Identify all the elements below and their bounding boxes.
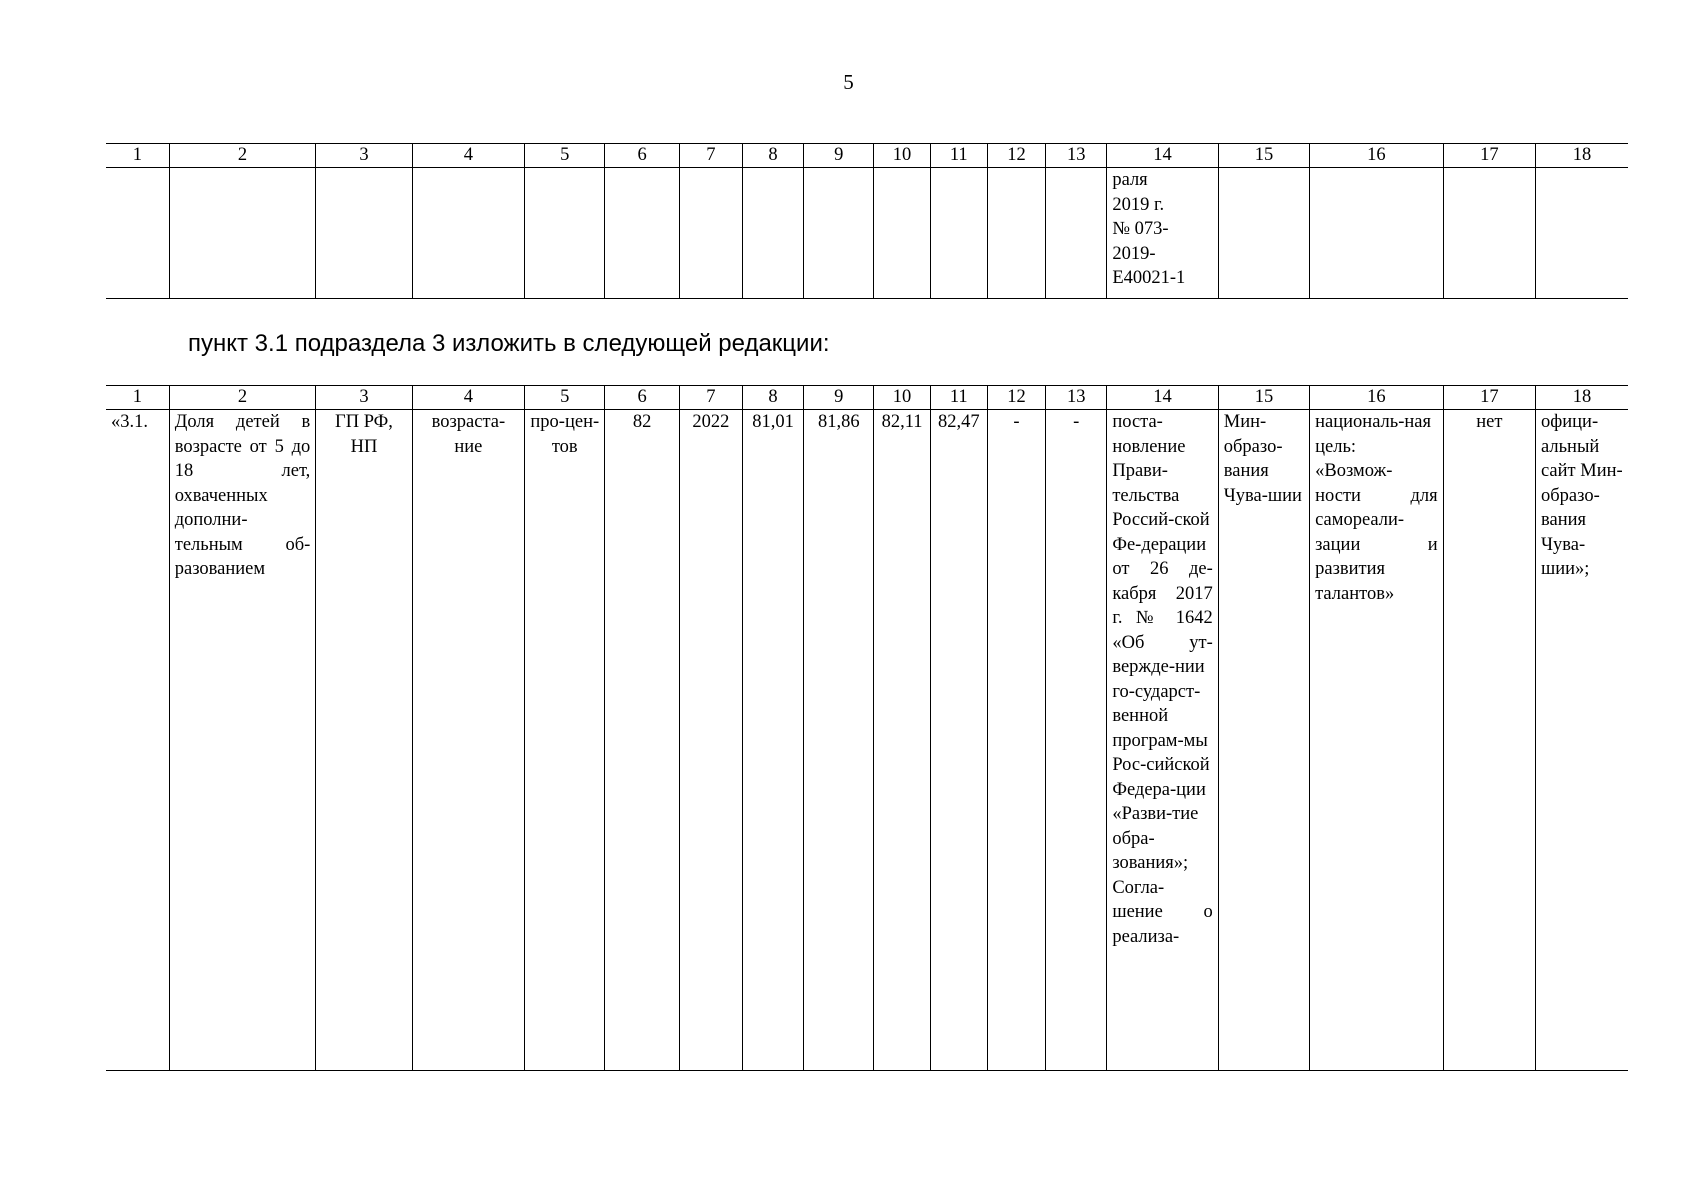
column-number: 1 bbox=[106, 144, 169, 168]
column-number: 3 bbox=[316, 144, 412, 168]
column-number: 1 bbox=[106, 386, 169, 410]
column-number: 2 bbox=[169, 386, 316, 410]
table-cell bbox=[106, 168, 169, 299]
value-cell: 82,47 bbox=[930, 410, 987, 1071]
table-cell bbox=[1310, 168, 1444, 299]
column-number: 7 bbox=[679, 386, 742, 410]
indicator-name-cell: Доля детей в возрасте от 5 до 18 лет, охваченных дополни-тельным об-разованием bbox=[169, 410, 316, 1071]
flag-cell: нет bbox=[1443, 410, 1535, 1071]
column-number: 15 bbox=[1218, 144, 1309, 168]
agreement-reference-cell: раля 2019 г. № 073- 2019- Е40021-1 bbox=[1107, 168, 1218, 299]
column-number: 14 bbox=[1107, 144, 1218, 168]
trend-cell: возраста-ние bbox=[412, 410, 524, 1071]
national-goal-cell: националь-ная цель: «Возмож-ности для самореали-зации и развития талантов» bbox=[1310, 410, 1444, 1071]
column-number: 8 bbox=[742, 386, 803, 410]
table-cell bbox=[605, 168, 679, 299]
base-year-cell: 2022 bbox=[679, 410, 742, 1071]
value-cell: 81,01 bbox=[742, 410, 803, 1071]
amendment-instruction: пункт 3.1 подраздела 3 изложить в следующей редакции: bbox=[188, 330, 830, 357]
table-cell bbox=[804, 168, 874, 299]
table-cell bbox=[874, 168, 930, 299]
table-cell bbox=[412, 168, 524, 299]
table-cell bbox=[987, 168, 1045, 299]
column-number: 18 bbox=[1536, 386, 1629, 410]
column-number: 3 bbox=[316, 386, 412, 410]
column-number: 11 bbox=[930, 386, 987, 410]
column-number: 6 bbox=[605, 386, 679, 410]
value-cell: 82,11 bbox=[874, 410, 930, 1071]
column-number: 13 bbox=[1046, 386, 1107, 410]
table-cell bbox=[1046, 168, 1107, 299]
table-cell bbox=[316, 168, 412, 299]
table-cell bbox=[1218, 168, 1309, 299]
indicator-table-continuation bbox=[106, 143, 1628, 299]
column-number: 7 bbox=[679, 144, 742, 168]
column-number: 14 bbox=[1107, 386, 1218, 410]
table-cell bbox=[742, 168, 803, 299]
table-row bbox=[106, 410, 1628, 1071]
column-number: 17 bbox=[1443, 144, 1535, 168]
column-number: 12 bbox=[987, 386, 1045, 410]
table-cell bbox=[1443, 168, 1535, 299]
column-number: 4 bbox=[412, 144, 524, 168]
unit-cell: про-цен-тов bbox=[525, 410, 605, 1071]
column-number: 11 bbox=[930, 144, 987, 168]
column-number: 16 bbox=[1310, 386, 1444, 410]
table-cell bbox=[930, 168, 987, 299]
column-number: 15 bbox=[1218, 386, 1309, 410]
table-row bbox=[106, 168, 1628, 299]
column-number: 8 bbox=[742, 144, 803, 168]
column-number: 12 bbox=[987, 144, 1045, 168]
column-number: 13 bbox=[1046, 144, 1107, 168]
document-reference-cell: поста-новление Прави-тельства Россий-ской Фе-дерации от 26 де-кабря 2017 г. № 1642 «Об ут-вержде-нии го-сударст-венной програм-мы Рос-сийской Федера-ции «Разви-тие обра-зования»; Согла-шение о реализа- bbox=[1107, 410, 1218, 1071]
page-number: 5 bbox=[843, 70, 854, 94]
column-number: 4 bbox=[412, 386, 524, 410]
column-number: 6 bbox=[605, 144, 679, 168]
table-cell bbox=[525, 168, 605, 299]
column-number: 5 bbox=[525, 386, 605, 410]
column-number: 16 bbox=[1310, 144, 1444, 168]
column-number-row bbox=[106, 144, 1628, 168]
value-cell: 81,86 bbox=[804, 410, 874, 1071]
table-cell bbox=[679, 168, 742, 299]
column-number-row bbox=[106, 386, 1628, 410]
column-number: 10 bbox=[874, 144, 930, 168]
table-cell bbox=[169, 168, 316, 299]
responsible-executor-cell: Мин-образо-вания Чува-шии bbox=[1218, 410, 1309, 1071]
column-number: 9 bbox=[804, 386, 874, 410]
column-number: 5 bbox=[525, 144, 605, 168]
column-number: 18 bbox=[1536, 144, 1629, 168]
information-system-cell: офици-альный сайт Мин-образо-вания Чува-шии»; bbox=[1536, 410, 1629, 1071]
column-number: 10 bbox=[874, 386, 930, 410]
column-number: 17 bbox=[1443, 386, 1535, 410]
base-value-cell: 82 bbox=[605, 410, 679, 1071]
column-number: 9 bbox=[804, 144, 874, 168]
indicator-table bbox=[106, 385, 1628, 1071]
item-number-cell: «3.1. bbox=[106, 410, 169, 1071]
column-number: 2 bbox=[169, 144, 316, 168]
table-cell bbox=[1536, 168, 1629, 299]
value-cell: - bbox=[987, 410, 1045, 1071]
indicator-type-cell: ГП РФ, НП bbox=[316, 410, 412, 1071]
value-cell: - bbox=[1046, 410, 1107, 1071]
